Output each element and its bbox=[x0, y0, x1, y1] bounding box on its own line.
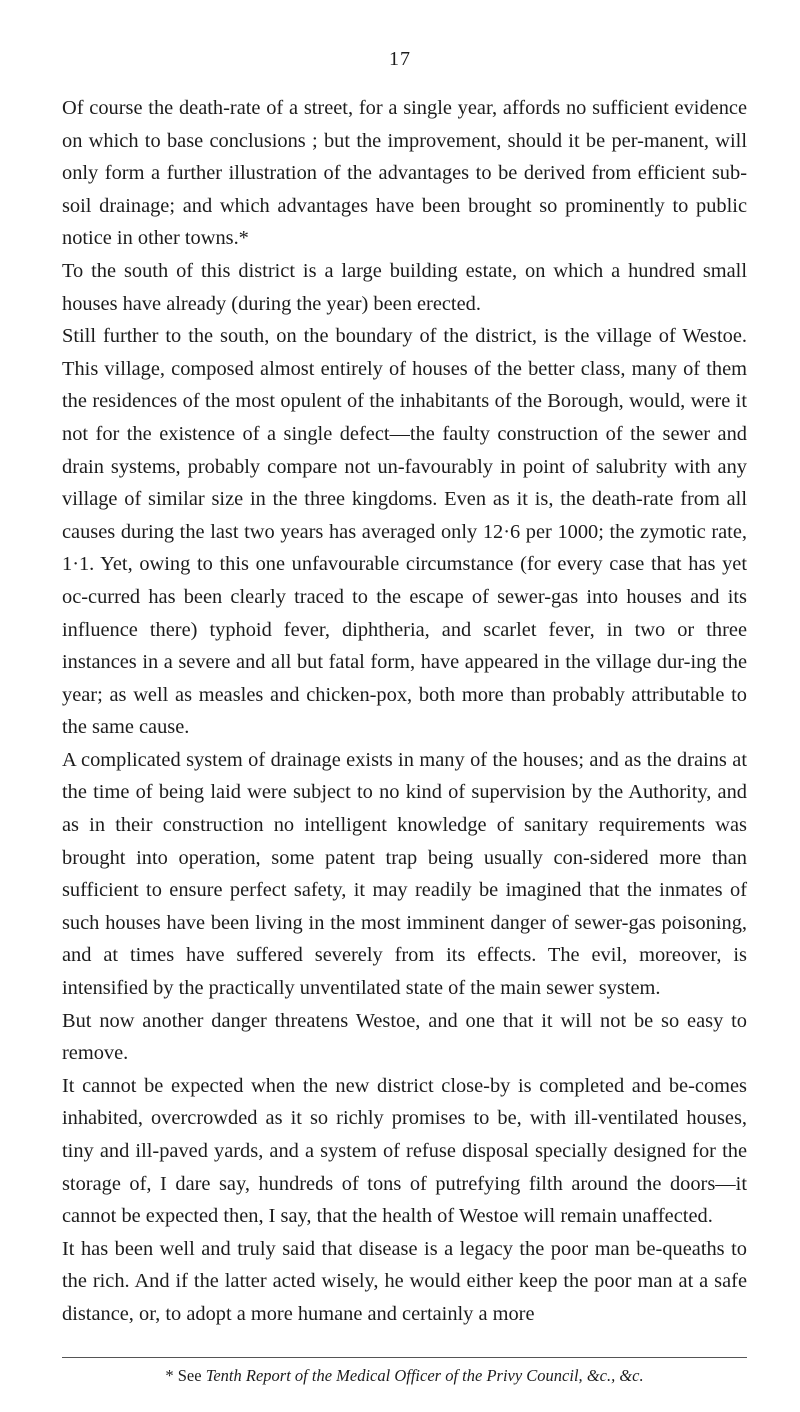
paragraph: To the south of this district is a large building estate, on which a hundred small houses have already (during the year) been erected. bbox=[62, 259, 747, 315]
footnote-prefix: See bbox=[177, 1366, 202, 1385]
paragraph: Still further to the south, on the boundary of the district, is the village of Westoe. This village, composed almost entirely of houses of the better class, many of them the residences of the most opulent of the inhabitants of the Borough, would, were it not for the existence of a single defect—the faulty construction of the sewer and drain systems, probably compare not un-favourably in point of salubrity with any village of similar size in the three kingdoms. Even as it is, the death-rate from all causes during the last two years has averaged only 12·6 per 1000; the zymotic rate, 1·1. Yet, owing to this one unfavourable circumstance (for every case that has yet oc-curred has been clearly traced to the escape of sewer-gas into houses and its influence there) typhoid fever, diphtheria, and scarlet fever, in two or three instances in a severe and all but fatal form, have appeared in the village dur-ing the year; as well as measles and chicken-pox, both more than probably attributable to the same cause. bbox=[62, 325, 747, 739]
paragraph: Of course the death-rate of a street, for a single year, affords no sufficient evidence on which to base conclusions ; but the improvement, should it be per-manent, will only form a further illustration of the advantages to be derived from efficient sub-soil drainage; and which advantages have been brought so prominently to public notice in other towns.* bbox=[62, 97, 747, 250]
paragraph: It cannot be expected when the new district close-by is completed and be-comes inhabited, overcrowded as it so richly promises to be, with ill-ventilated houses, tiny and ill-paved yards, and a system of refuse disposal specially designed for the storage of, I dare say, hundreds of tons of putrefying filth around the doors—it cannot be expected then, I say, that the health of Westoe will remain unaffected. bbox=[62, 1074, 747, 1228]
footnote-suffix: &c., &c. bbox=[586, 1366, 644, 1385]
paragraph: It has been well and truly said that disease is a legacy the poor man be-queaths to the rich. And if the latter acted wisely, he would either keep the poor man at a safe distance, or, to adopt a more humane and certainly a more bbox=[62, 1237, 747, 1325]
footnote bbox=[62, 1366, 747, 1386]
footnote-marker: * bbox=[165, 1366, 174, 1385]
footnote-title: Tenth Report of the Medical Officer of the Privy Council, bbox=[205, 1366, 583, 1385]
paragraph: But now another danger threatens Westoe, and one that it will not be so easy to remove. bbox=[62, 1009, 747, 1065]
page-number: 17 bbox=[389, 48, 411, 70]
body-text bbox=[62, 92, 747, 1331]
paragraph: A complicated system of drainage exists in many of the houses; and as the drains at the time of being laid were subject to no kind of supervision by the Authority, and as in their construction no intelligent knowledge of sanitary requirements was brought into operation, some patent trap being usually con-sidered more than sufficient to ensure perfect safety, it may readily be imagined that the inmates of such houses have been living in the most imminent danger of sewer-gas poisoning, and at times have suffered severely from its effects. The evil, moreover, is intensified by the practically unventilated state of the main sewer system. bbox=[62, 748, 747, 1000]
footnote-divider bbox=[62, 1357, 747, 1358]
